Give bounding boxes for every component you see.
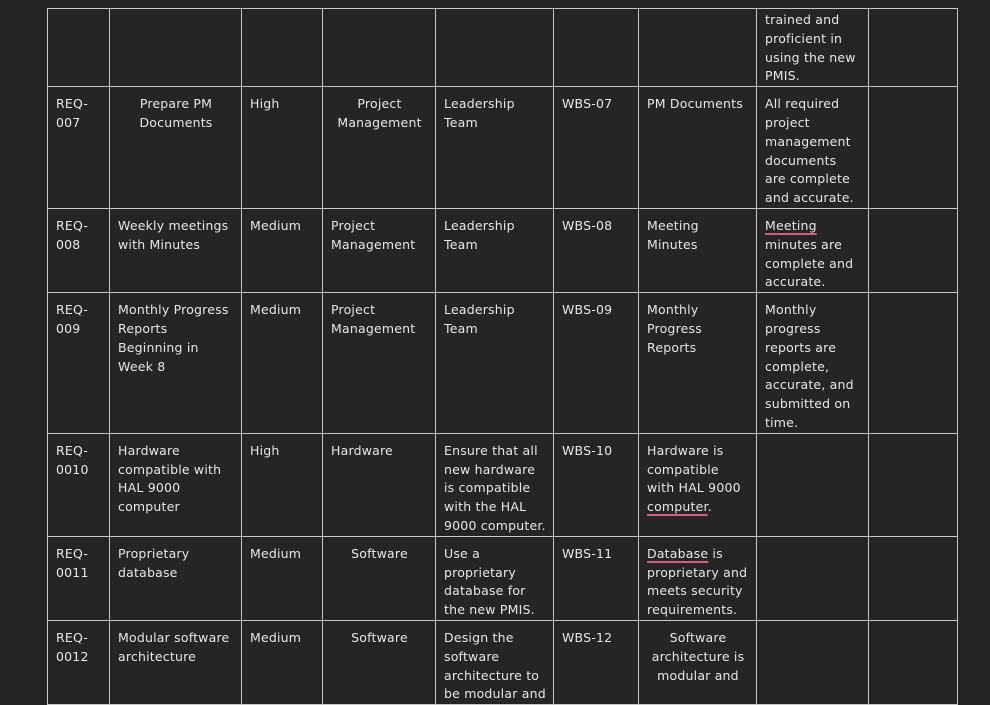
cell-name: Proprietary database [110,536,242,620]
cell-deliverable [639,536,757,620]
cell-notes [869,433,958,536]
cell-priority: Medium [242,620,323,704]
cell-wbs: WBS-12 [554,620,639,704]
cell-category [323,9,436,87]
cell-source: Leadership Team [436,87,554,209]
deliverable-text: is proprietary and meets security requirements. [647,545,748,618]
cell-criteria: Monthly progress reports are complete, accurate, and submitted on time. [757,293,869,434]
cell-name: Prepare PM Documents [110,87,242,209]
cell-id: REQ-009 [48,293,110,434]
cell-category: Software [323,620,436,704]
spellcheck-flagged-word[interactable]: Meeting [765,217,817,233]
cell-priority: Medium [242,293,323,434]
cell-notes [869,620,958,704]
table-row [48,433,958,536]
table-row [48,293,958,434]
deliverable-text-end: . [707,499,712,515]
cell-notes [869,293,958,434]
cell-category: Project Management [323,293,436,434]
table-row-continued [48,9,958,87]
cell-name: Hardware compatible with HAL 9000 computer [110,433,242,536]
cell-name [110,9,242,87]
cell-id [48,9,110,87]
cell-priority: Medium [242,536,323,620]
cell-source [436,9,554,87]
cell-notes [869,536,958,620]
spellcheck-flagged-word[interactable]: computer [647,499,708,515]
cell-deliverable: Meeting Minutes [639,208,757,292]
cell-wbs: WBS-09 [554,293,639,434]
cell-criteria: trained and proficient in using the new PMIS. [757,9,869,87]
cell-wbs: WBS-10 [554,433,639,536]
cell-criteria [757,208,869,292]
cell-criteria [757,620,869,704]
cell-criteria [757,433,869,536]
cell-priority: High [242,87,323,209]
criteria-text: minutes are complete and accurate. [765,236,854,290]
cell-wbs: WBS-08 [554,208,639,292]
table-row [48,87,958,209]
cell-wbs [554,9,639,87]
cell-name: Weekly meetings with Minutes [110,208,242,292]
cell-deliverable [639,433,757,536]
cell-priority: Medium [242,208,323,292]
cell-wbs: WBS-07 [554,87,639,209]
cell-source: Leadership Team [436,208,554,292]
cell-source: Ensure that all new hardware is compatible with the HAL 9000 computer. [436,433,554,536]
cell-id: REQ-008 [48,208,110,292]
cell-deliverable: PM Documents [639,87,757,209]
cell-id: REQ-0012 [48,620,110,704]
table-row [48,536,958,620]
cell-name: Modular software architecture [110,620,242,704]
cell-notes [869,9,958,87]
cell-category: Project Management [323,87,436,209]
table-row [48,208,958,292]
deliverable-text: Hardware is compatible with HAL 9000 [647,442,741,496]
cell-source: Design the software architecture to be modular and [436,620,554,704]
cell-name: Monthly Progress Reports Beginning in Week 8 [110,293,242,434]
cell-priority [242,9,323,87]
cell-notes [869,87,958,209]
cell-deliverable [639,9,757,87]
cell-notes [869,208,958,292]
cell-source: Leadership Team [436,293,554,434]
cell-criteria: All required project management documents are complete and accurate. [757,87,869,209]
table-row [48,620,958,704]
cell-source: Use a proprietary database for the new PMIS. [436,536,554,620]
cell-id: REQ-0010 [48,433,110,536]
cell-priority: High [242,433,323,536]
cell-id: REQ-0011 [48,536,110,620]
cell-deliverable: Monthly Progress Reports [639,293,757,434]
cell-id: REQ-007 [48,87,110,209]
requirements-table [47,8,958,705]
cell-wbs: WBS-11 [554,536,639,620]
spellcheck-flagged-word[interactable]: Database [647,545,709,561]
cell-category: Project Management [323,208,436,292]
cell-category: Hardware [323,433,436,536]
cell-category: Software [323,536,436,620]
cell-criteria [757,536,869,620]
cell-deliverable: Software architecture is modular and [639,620,757,704]
